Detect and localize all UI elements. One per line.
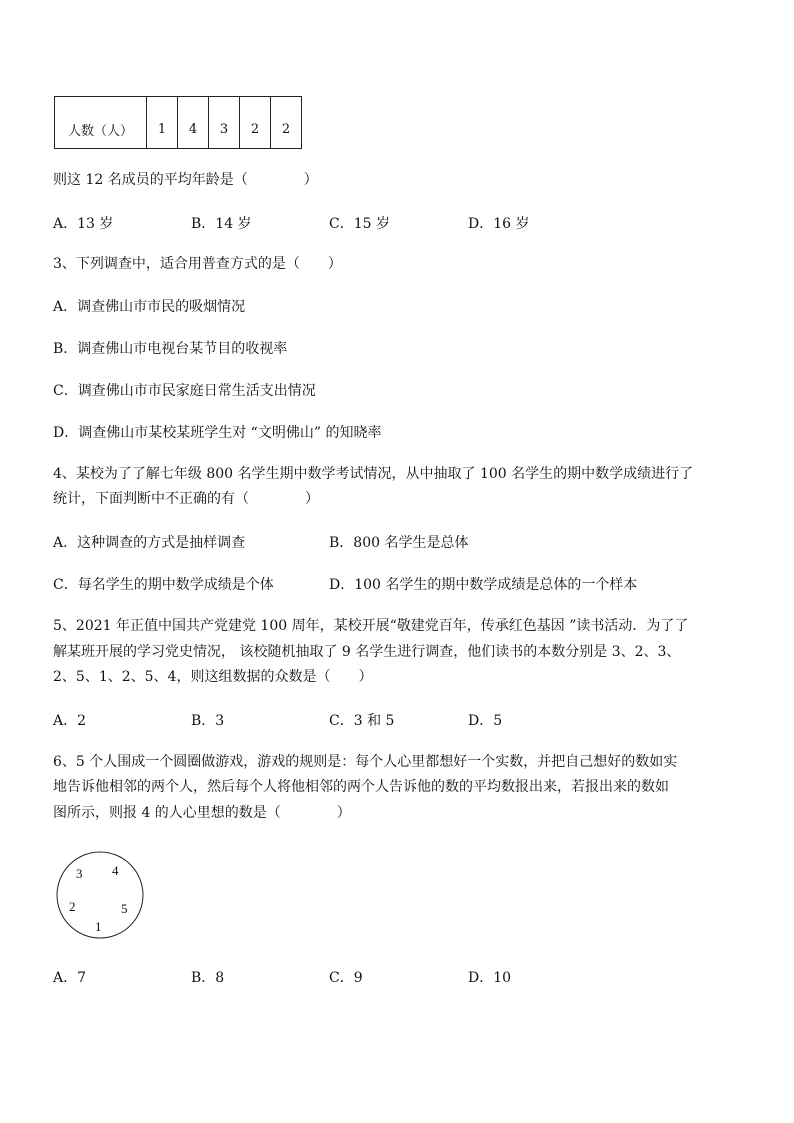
q5-option-c: C．3 和 5 — [329, 713, 395, 729]
q2-option-a: A．13 岁 — [53, 216, 114, 232]
q6-stem-line2: 地告诉他相邻的两个人，然后每个人将他相邻的两个人告诉他的数的平均数报出来，若报出来的数如 — [53, 779, 669, 795]
q4-stem-line2: 统计，下面判断中不正确的有（ ） — [53, 491, 319, 507]
figure-number: 3 — [76, 866, 83, 881]
q6-stem-line1: 6、5 个人围成一个圆圈做游戏，游戏的规则是：每个人心里都想好一个实数，并把自己想好的数如实 — [53, 754, 678, 770]
figure-number: 2 — [69, 899, 76, 914]
table-cell: 4 — [178, 97, 209, 149]
q5-option-b: B．3 — [191, 713, 225, 729]
q5-stem-line3: 2、5、1、2、5、4，则这组数据的众数是（ ） — [53, 669, 373, 685]
q6-option-a: A．7 — [53, 970, 87, 986]
figure-number: 1 — [95, 919, 102, 934]
q3-option-a: A．调查佛山市市民的吸烟情况 — [53, 299, 246, 315]
q5-option-a: A．2 — [53, 713, 87, 729]
table-cell: 3 — [209, 97, 240, 149]
q4-option-c: C．每名学生的期中数学成绩是个体 — [53, 577, 274, 593]
q5-stem-line2: 解某班开展的学习党史情况， 该校随机抽取了 9 名学生进行调查，他们读书的本数分别是 3、2、3、 — [53, 644, 681, 660]
q4-option-d: D．100 名学生的期中数学成绩是总体的一个样本 — [329, 577, 638, 593]
q5-option-d: D．5 — [468, 713, 503, 729]
q4-option-a: A．这种调查的方式是抽样调查 — [53, 535, 246, 551]
q4-stem-line1: 4、某校为了了解七年级 800 名学生期中数学考试情况，从中抽取了 100 名学生的期中数学成绩进行了 — [53, 466, 694, 482]
table-header-cell: 人数（人） — [55, 97, 147, 149]
q3-option-c: C．调查佛山市市民家庭日常生活支出情况 — [53, 383, 316, 399]
q4-option-b: B．800 名学生是总体 — [329, 535, 469, 551]
q3-option-b: B．调查佛山市电视台某节目的收视率 — [53, 341, 288, 357]
q3-option-d: D．调查佛山市某校某班学生对 “文明佛山” 的知晓率 — [53, 425, 382, 441]
q6-option-c: C．9 — [329, 970, 363, 986]
circle-figure — [56, 851, 148, 943]
q5-stem-line1: 5、2021 年正值中国共产党建党 100 周年，某校开展“敬建党百年，传承红色基因 ”读书活动．为了了 — [53, 618, 689, 634]
table-cell: 1 — [147, 97, 178, 149]
q3-stem: 3、下列调查中，适合用普查方式的是（ ） — [53, 256, 342, 272]
q2-option-b: B．14 岁 — [191, 216, 252, 232]
q2-option-c: C．15 岁 — [329, 216, 390, 232]
q2-stem-tail: 则这 12 名成员的平均年龄是（ ） — [53, 172, 318, 188]
q6-stem-line3: 图所示，则报 4 的人心里想的数是（ ） — [53, 805, 351, 821]
q6-option-b: B．8 — [191, 970, 225, 986]
q6-option-d: D．10 — [468, 970, 512, 986]
figure-number: 4 — [112, 863, 119, 878]
table-cell: 2 — [240, 97, 271, 149]
age-count-table — [54, 96, 302, 149]
table-cell: 2 — [271, 97, 302, 149]
figure-number: 5 — [121, 901, 128, 916]
q2-option-d: D．16 岁 — [468, 216, 530, 232]
